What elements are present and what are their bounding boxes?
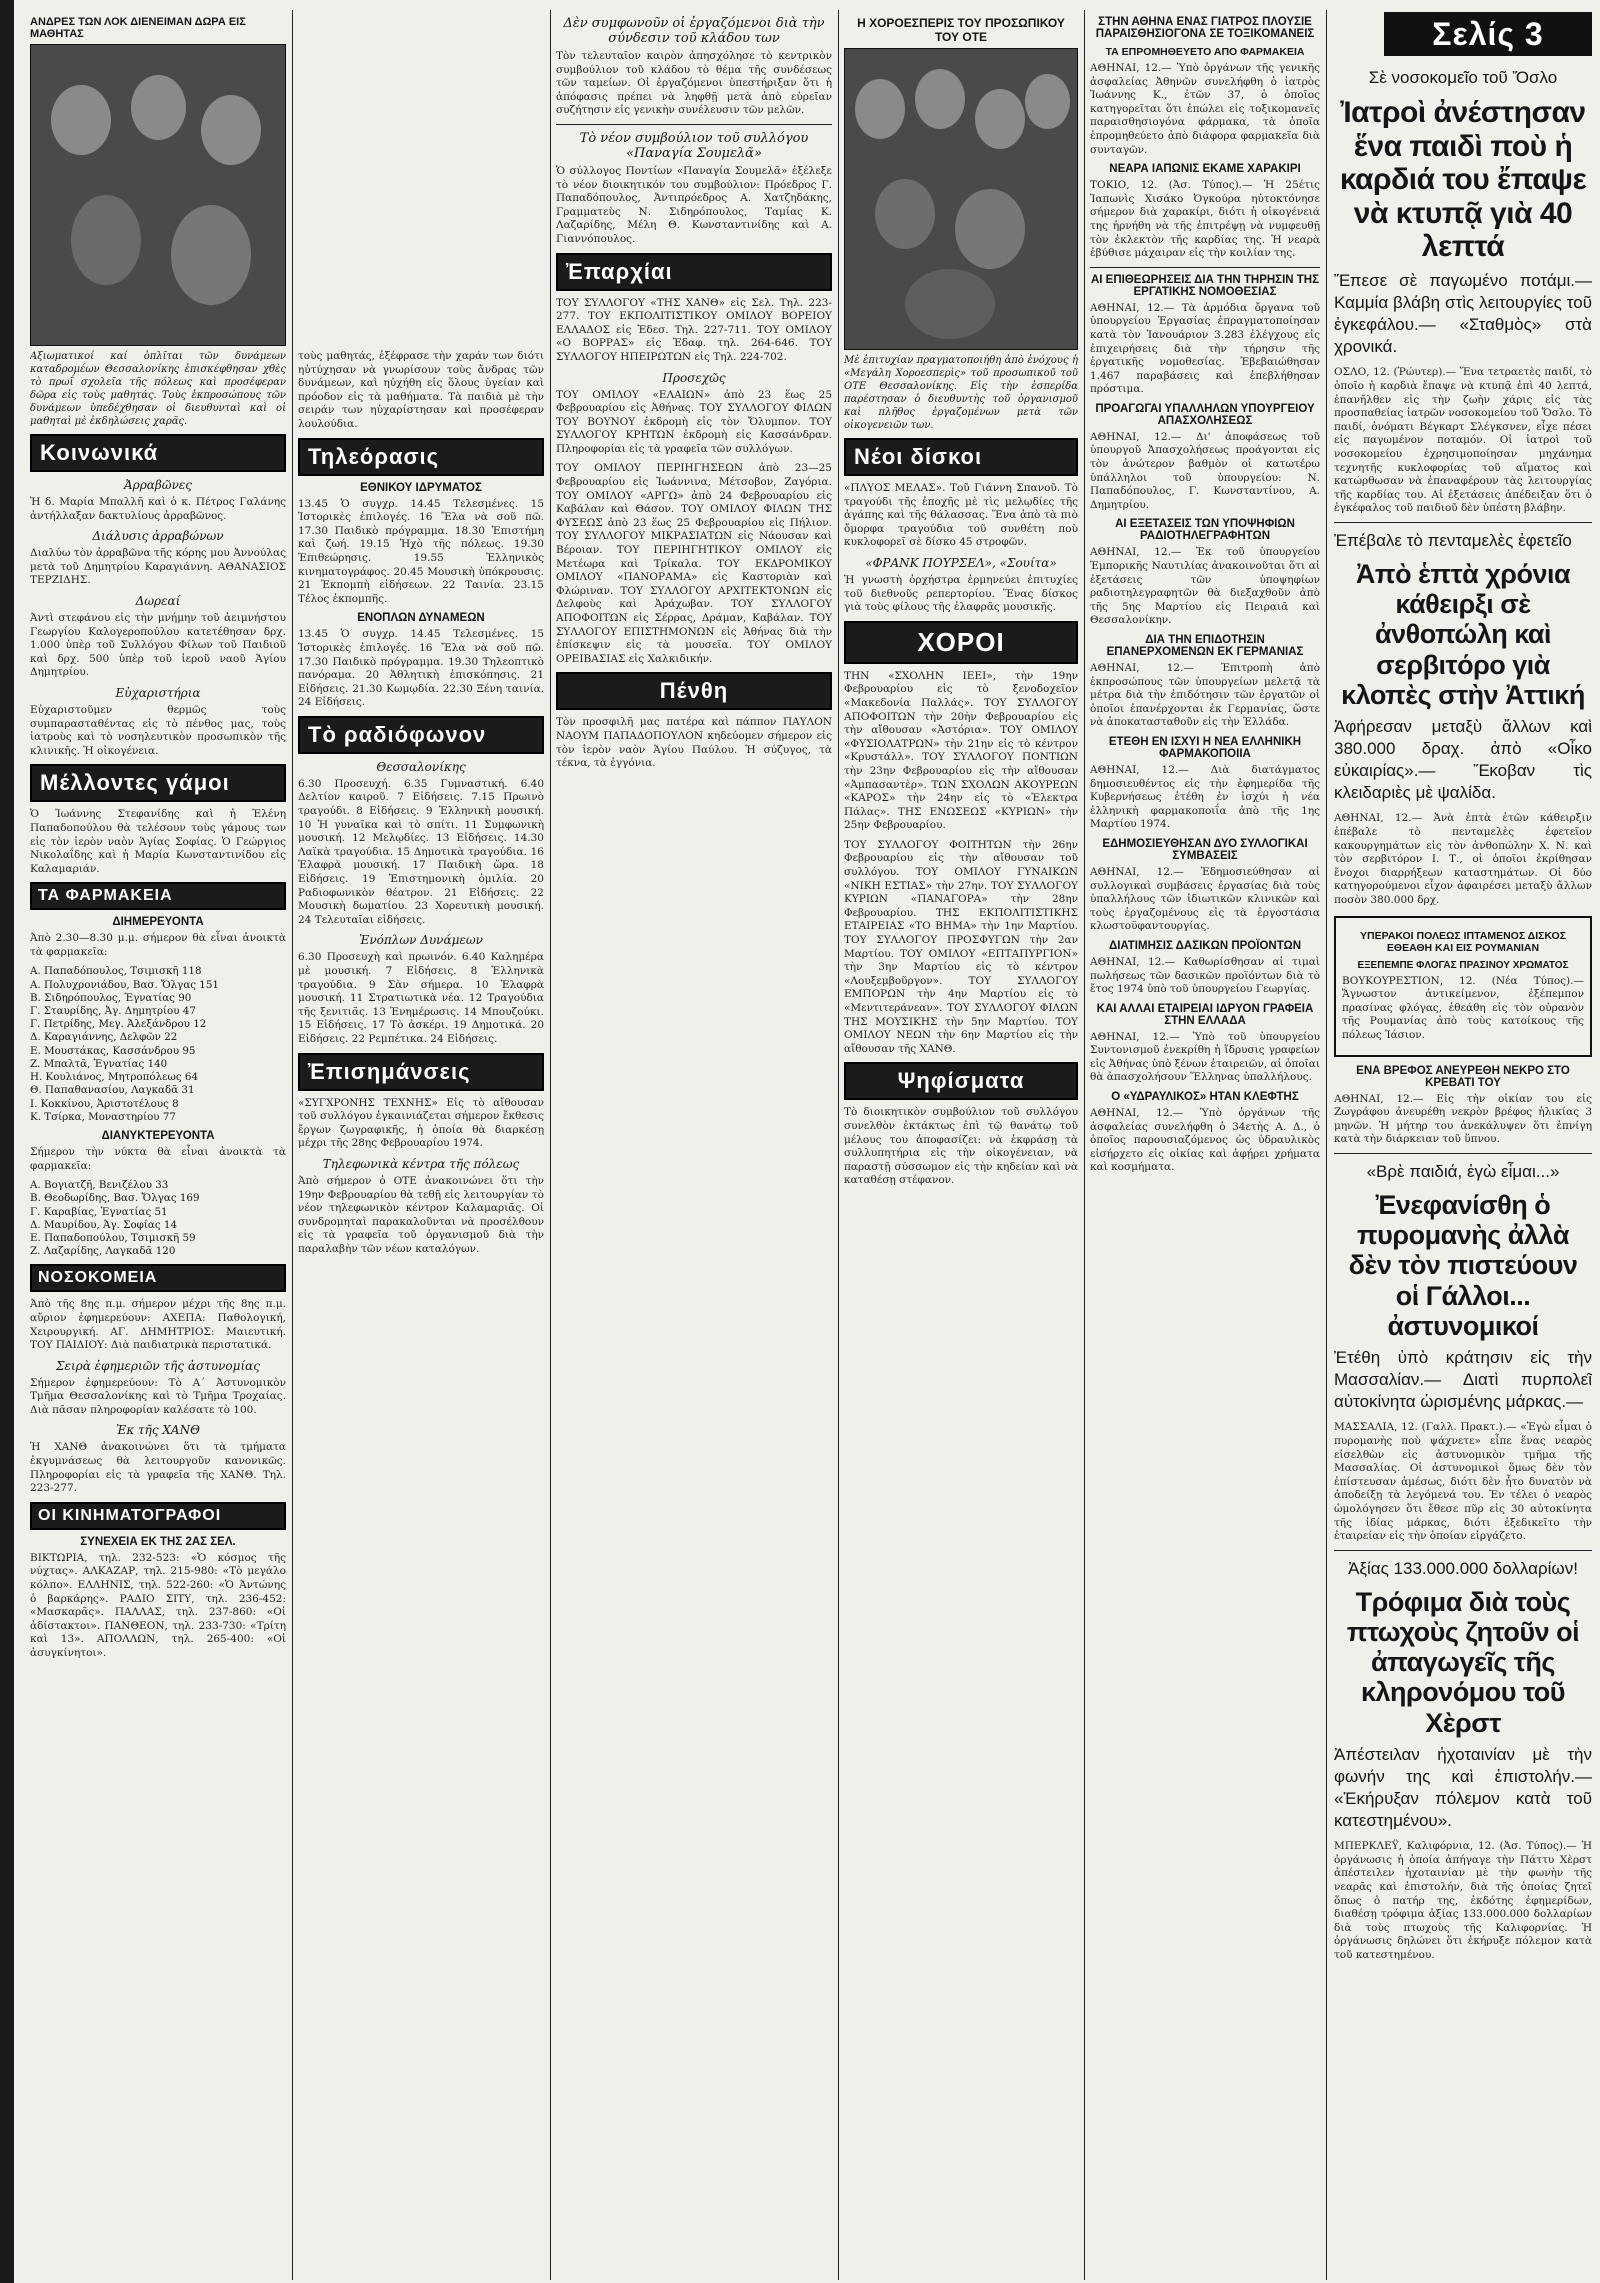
- col2-top-text: τοὺς μαθητάς, ἐξέφρασε τὴν χαράν των διότι ηὐτύχησαν νὰ γνωρίσουν τοὺς ἄνδρας τῶν δυνάμεων, καὶ ηὐχήθη εἰς ὅλους ὑγείαν καὶ πρόοδον εἰς τὰ μαθήματα. Τὰ παιδιὰ μὲ τὴν σειράν των ηὐχαρίστησαν καὶ προσέφεραν λουλούδια.: [298, 350, 544, 430]
- vrefos-text: ΑΘΗΝΑΙ, 12.— Εἰς τὴν οἰκίαν του εἰς Ζωγράφου ἀνευρέθη νεκρὸν βρέφος ἡλικίας 3 μηνῶν. Ἡ μήτηρ του ἀνεκάλυψεν ὅτι ἐπνίγη κατὰ τὴν διάρκειαν τοῦ ὕπνου.: [1334, 1092, 1592, 1146]
- pros-text: ΤΟΥ ΟΜΙΛΟΥ «ΕΛΑΙΩΝ» ἀπὸ 23 ἕως 25 Φεβρουαρίου εἰς Ἀθήνας. ΤΟΥ ΣΥΛΛΟΓΟΥ ΦΙΛΩΝ ΤΟΥ ΒΟΥΝΟΥ ἐκδρομὴ εἰς τὸν Ὄλυμπον. ΤΟΥ ΣΥΛΛΟΓΟΥ ΚΡΗΤΩΝ ἐκδρομὴ εἰς Κασσάνδραν. Πληροφορίαι εἰς τὰ γραφεῖα τῶν συλλόγων.: [556, 388, 832, 455]
- section-psifismata: Ψηφίσματα: [844, 1062, 1078, 1100]
- karakiri-text: ΤΟΚΙΟ, 12. (Ἀσ. Τύπος).— Ἡ 25έτις Ἰαπωνὶς Χισάκο Ὀγκούρα ηὐτοκτόνησε σήμερον διὰ χαρακίρι, διότι ἡ οἰκογένειά της ἠρνήθη νὰ τῆς ἐπιτρέψῃ νὰ νυμφευθῇ τὸν ἐκλεκτὸν τῆς καρδίας της. Ἡ νεαρὰ ἐβύθισε μάχαιραν εἰς τὴν κοιλίαν της.: [1090, 179, 1320, 260]
- kinima-text: ΒΙΚΤΩΡΙΑ, τηλ. 232-523: «Ὁ κόσμος τῆς νύχτας». ΑΛΚΑΖΑΡ, τηλ. 215-980: «Τὸ μεγάλο κόλπο». ΕΛΛΗΝΙΣ, τηλ. 522-260: «Ὁ Ἀντώνης ὁ βαρκάρης». ΡΑΔΙΟ ΣΙΤΥ, τηλ. 236-452: «Μασκαρᾶς». ΠΑΛΛΑΣ, τηλ. 237-860: «Οἱ ἀδίστακτοι». ΠΑΝΘΕΟΝ, τηλ. 233-730: «Τρίτη καὶ 13». ΑΠΟΛΛΩΝ, τηλ. 265-400: «Οἱ ἀσυγκίνητοι».: [30, 1551, 286, 1659]
- photo-title: ΑΝΔΡΕΣ ΤΩΝ ΛΟΚ ΔΙΕΝΕΙΜΑΝ ΔΩΡΑ ΕΙΣ ΜΑΘΗΤΑΣ: [30, 16, 246, 40]
- frank-title: «ΦΡΑΝΚ ΠΟΥΡΣΕΛ», «Σουίτα»: [865, 555, 1057, 570]
- oslo-kicker: Σὲ νοσοκομεῖο τοῦ Ὄσλο: [1368, 68, 1558, 87]
- section-mellontes-gamoi: Μέλλοντες γάμοι: [30, 764, 286, 802]
- pharmacy-entry: Ζ. Μπαλτᾶ, Ἐγνατίας 140: [30, 1057, 168, 1070]
- column-6: [1334, 60, 1592, 1969]
- efeteio-headline: Ἀπὸ ἑπτὰ χρόνια κάθειρξι σὲ ἀνθοπώλη καὶ σερβιτόρο γιὰ κλοπὲς στὴν Ἀττική: [1341, 558, 1585, 710]
- divider: [1334, 1153, 1592, 1154]
- pharmacy-entry: Δ. Καραγιάννης, Δελφῶν 22: [30, 1031, 178, 1044]
- radio-city: Θεσσαλονίκης: [376, 759, 466, 774]
- enoplon-radio-title: Ἐνόπλων Δυνάμεων: [359, 933, 483, 948]
- section-nosokomeia: ΝΟΣΟΚΟΜΕΙΑ: [30, 1264, 286, 1292]
- column-rule: [1084, 10, 1085, 2280]
- section-neoi-diskoi: Νέοι δίσκοι: [844, 438, 1078, 476]
- divider: [1334, 522, 1592, 523]
- symbaseis-title: ΕΔΗΜΟΣΙΕΥΘΗΣΑΝ ΔΥΟ ΣΥΛΛΟΓΙΚΑΙ ΣΥΜΒΑΣΕΙΣ: [1102, 837, 1308, 862]
- left-edge-binding: [0, 0, 14, 2283]
- radio-text: 6.30 Προσευχή. 6.35 Γυμναστική. 6.40 Δελτίον καιροῦ. 7 Εἰδήσεις. 7.15 Πρωινὸ τραγούδι. 8 Εἰδήσεις. 9 Ἑλληνικὴ μουσική. 10 Ἡ γυναῖκα καὶ τὸ σπίτι. 11 Συμφωνικὴ μουσική. 12 Μελῳδίες. 13 Εἰδήσεις. 14.30 Λαϊκὰ τραγούδια. 15 Δημοτικὰ τραγούδια. 16 Ἐλαφρὰ μουσική. 17 Παιδικὴ ὥρα. 18 Εἰδήσεις. 19 Ἐπιστημονικὴ ὁμιλία. 20 Ραδιοφωνικὸν θέατρον. 21 Εἰδήσεις. 22 Μουσικὴ δωματίου. 23 Χορευτικὴ μουσική. 24 Τελευταῖαι εἰδήσεις.: [298, 777, 544, 926]
- ufo-sub: ΕΞΕΠΕΜΠΕ ΦΛΟΓΑΣ ΠΡΑΣΙΝΟΥ ΧΡΩΜΑΤΟΣ: [1357, 959, 1569, 971]
- hearst-kicker: Ἀξίας 133.000.000 δολλαρίων!: [1348, 1558, 1578, 1578]
- pharmacy-entry: Γ. Καραβίας, Ἐγνατίας 51: [30, 1205, 168, 1218]
- epithewr-text: ΑΘΗΝΑΙ, 12.— Τὰ ἁρμόδια ὄργανα τοῦ ὑπουργείου Ἐργασίας ἐπραγματοποίησαν κατὰ τὸν Ἰανουάριον 3.283 ἐλέγχους εἰς ἐπιχειρήσεις διὰ τὴν τήρησιν τῆς ἐργατικῆς νομοθεσίας. Ἐβεβαιώθησαν 1.467 παραβάσεις καὶ ἐπεβλήθησαν πρόστιμα.: [1090, 301, 1320, 396]
- column-1: [30, 10, 286, 1667]
- frank-text: Ἡ γνωστὴ ὀρχήστρα ἐρμηνεύει ἐπιτυχίες τοῦ διεθνοῦς ρεπερτορίου. Ἕνας δίσκος γιὰ τοὺς φίλους τῆς ἐλαφρᾶς μουσικῆς.: [844, 573, 1078, 614]
- pharmacy-entry: Ε. Παπαδοπούλου, Τσιμισκῆ 59: [30, 1231, 196, 1244]
- pharmacy-entry: Κ. Τσίρκα, Μοναστηρίου 77: [30, 1110, 176, 1123]
- column-rule: [1326, 10, 1327, 2280]
- page-number-logo: Σελίς 3: [1384, 12, 1592, 56]
- pharmacy-entry: Ζ. Λαζαρίδης, Λαγκαδᾶ 120: [30, 1245, 176, 1258]
- pharmacy-entry: Α. Πολυχρονιάδου, Βασ. Ὄλγας 151: [30, 978, 219, 991]
- epis-text: «ΣΥΓΧΡΟΝΗΣ ΤΕΧΝΗΣ» Εἰς τὸ αἴθουσαν τοῦ συλλόγου ἐγκαινιάζεται σήμερον ἔκθεσις ἔργων ζωγραφικῆς, ἡ ὁποία θὰ διαρκέσῃ μέχρι τῆς 28ης Φεβρουαρίου 1974.: [298, 1096, 544, 1150]
- yenen-text: 13.45 Ὁ συγχρ. 14.45 Τελεσμένες. 15 Ἱστορικὲς ἐπιλογές. 16 Ἔλα νὰ σοῦ πῶ. 17.30 Παιδικὸ πρόγραμμα. 19.30 Τηλεοπτικὸ πανόραμα. 20 Ἀθλητικὴ ἐπισκόπησις. 21 Εἰδήσεις. 21.30 Κωμῳδία. 22.30 Ξένη ταινία. 24 Εἰδήσεις.: [298, 628, 544, 709]
- dorea-title: Δωρεαί: [135, 593, 181, 608]
- section-episimoseis: Ἐπισημάνσεις: [298, 1053, 544, 1091]
- efeteio-text: ΑΘΗΝΑΙ, 12.— Ἀνὰ ἑπτὰ ἐτῶν κάθειρξιν ἐπέβαλε τὸ πενταμελὲς ἐφετεῖον κακουργημάτων εἰς τὸν ἀνθοπώλην Χ. Ν. καὶ τὸν σερβιτόρον Ι. Τ., οἱ ὁποῖοι ἐκρίθησαν ἔνοχοι διαρρήξεων καταστημάτων. Οἱ δύο κατηγορούμενοι εἶχον ἀφαιρέσει μεταξὺ ἄλλων ποσὸν 380.000 δρχ.: [1334, 812, 1592, 906]
- eucharist-text: Εὐχαριστοῦμεν θερμῶς τοὺς συμπαρασταθέντας εἰς τὸ πένθος μας, τοὺς ἰατροὺς καὶ τὸ νοσηλευτικὸν προσωπικὸν τῆς κλινικῆς. Ἡ οἰκογένεια.: [30, 703, 286, 757]
- dorea-text: Ἀντὶ στεφάνου εἰς τὴν μνήμην τοῦ ἀειμνήστου Γεωργίου Καλογεροπούλου κατετέθησαν δρχ. 1.000 ὑπὲρ τοῦ Συλλόγου Φίλων τοῦ Παιδιοῦ καὶ δρχ. 500 ὑπὲρ τοῦ ἱεροῦ ναοῦ Ἁγίου Δημητρίου.: [30, 611, 286, 679]
- etaireiai-title: ΚΑΙ ΑΛΛΑΙ ΕΤΑΙΡΕΙΑΙ ΙΔΡΥΟΝ ΓΡΑΦΕΙΑ ΣΤΗΝ ΕΛΛΑΔΑ: [1096, 1002, 1314, 1027]
- yenen-title: ΕΝΟΠΛΩΝ ΔΥΝΑΜΕΩΝ: [357, 612, 485, 625]
- hearst-headline: Τρόφιμα διὰ τοὺς πτωχοὺς ζητοῦν οἱ ἀπαγωγεῖς τῆς κληρονόμου τοῦ Χὲρστ: [1346, 1586, 1580, 1738]
- pendhi-text: Τὸν προσφιλῆ μας πατέρα καὶ πάππον ΠΑΥΛΟΝ ΝΑΟΥΜ ΠΑΠΑΔΟΠΟΥΛΟΝ κηδεύομεν σήμερον εἰς τὸν ἱερὸν ναὸν Ἁγίου Παύλου. Ἡ σύζυγος, τὰ τέκνα, τὰ ἐγγόνια.: [556, 716, 832, 770]
- top-text: ΑΘΗΝΑΙ, 12.— Ὑπὸ ὀργάνων τῆς γενικῆς ἀσφαλείας Ἀθηνῶν συνελήφθη ὁ ἰατρὸς Ἰωάννης Κ., ἐτῶν 37, ὁ ὁποῖος κατηγορεῖται ὅτι ἐπώλει εἰς τοξικομανεῖς παραισθησιογόνα φάρμακα, τὰ ὁποῖα ἐπρομηθεύετο ἀπὸ διάφορα φαρμακεῖα διὰ συνταγῶν.: [1090, 62, 1320, 156]
- mellontes-text: Ὁ Ἰωάννης Στεφανίδης καὶ ἡ Ἐλένη Παπαδοπούλου θὰ τελέσουν τοὺς γάμους των εἰς τὸν ἱερὸν ναὸν Ἁγίας Σοφίας. Ὁ Γεώργιος Νικολαΐδης καὶ ἡ Μαρία Κωνσταντινίδου εἰς Καλαμαριάν.: [30, 808, 286, 875]
- pharmacy-entry: Θ. Παπαθανασίου, Λαγκαδᾶ 31: [30, 1084, 195, 1097]
- divider: [1334, 1550, 1592, 1551]
- enoplon-radio-text: 6.30 Προσευχὴ καὶ πρωινόν. 6.40 Καλημέρα μὲ μουσική. 7 Εἰδήσεις. 8 Ἑλληνικὰ τραγούδια. 9 Σὰν σήμερα. 10 Ἐλαφρὰ μουσική. 11 Στρατιωτικὰ νέα. 12 Τραγούδια τῆς ξενιτιᾶς. 13 Ἐνημέρωσις. 14 Μπουζούκι. 15 Εἰδήσεις. 17 Τὸ ἀσκέρι. 19 Δημοτικά. 20 Εἰδήσεις. 22 Ρεμπέτικα. 24 Εἰδήσεις.: [298, 951, 544, 1045]
- etaireiai-text: ΑΘΗΝΑΙ, 12.— Ὑπὸ τοῦ ὑπουργείου Συντονισμοῦ ἐνεκρίθη ἡ ἵδρυσις γραφείων εἰς Ἀθήνας ὑπὸ ξένων ἐταιρειῶν, αἱ ὁποῖαι θὰ ἀπασχολήσουν Ἕλληνας ὑπαλλήλους.: [1090, 1030, 1320, 1084]
- top-sub: ΤΑ ΕΠΡΟΜΗΘΕΥΕΤΟ ΑΠΟ ΦΑΡΜΑΚΕΙΑ: [1105, 46, 1305, 58]
- night-title: ΔΙΑΝΥΚΤΕΡΕΥΟΝΤΑ: [101, 1129, 215, 1142]
- farm-intro: ΔΙΗΜΕΡΕΥΟΝΤΑ: [112, 916, 204, 929]
- proagogai-title: ΠΡΟΑΓΩΓΑΙ ΥΠΑΛΛΗΛΩΝ ΥΠΟΥΡΓΕΙΟΥ ΑΠΑΣΧΟΛΗΣΕΩΣ: [1095, 402, 1315, 427]
- column-2: [298, 350, 544, 1263]
- ydravlikos-text: ΑΘΗΝΑΙ, 12.— Ὑπὸ ὀργάνων τῆς ἀσφαλείας συνελήφθη ὁ 34ετὴς Α. Δ., ὁ ὁποῖος παρουσιαζόμενος ὡς ὑδραυλικὸς εἰσήρχετο εἰς οἰκίας καὶ ἀφῄρει χρήματα καὶ κοσμήματα.: [1090, 1107, 1320, 1174]
- proagogai-text: ΑΘΗΝΑΙ, 12.— Δι' ἀποφάσεως τοῦ ὑπουργοῦ Ἀπασχολήσεως προάγονται εἰς τὸν ἀνώτερον βαθμὸν οἱ κατωτέρω ὑπάλληλοι τοῦ ὑπουργείου: Ν. Παπαδόπουλος, Γ. Κωνσταντίνου, Α. Δημητρίου.: [1090, 430, 1320, 511]
- pharmacy-entry: Δ. Μαυρίδου, Ἀγ. Σοφίας 14: [30, 1218, 177, 1231]
- long-text: ΤΟΥ ΟΜΙΛΟΥ ΠΕΡΙΗΓΗΣΕΩΝ ἀπὸ 23—25 Φεβρουαρίου εἰς Ἰωάννινα, Μέτσοβον, Ζαγόρια. ΤΟΥ ΟΜΙΛΟΥ «ΑΡΓΩ» ἀπὸ 24 Φεβρουαρίου εἰς Καβάλαν καὶ Θάσον. ΤΟΥ ΟΜΙΛΟΥ ΦΙΛΩΝ ΤΗΣ ΦΥΣΕΩΣ ἀπὸ 23 ἕως 25 Φεβρουαρίου εἰς Πήλιον. ΤΟΥ ΣΥΛΛΟΓΟΥ ΜΙΚΡΑΣΙΑΤΩΝ εἰς Νάουσαν καὶ Βέροιαν. ΤΟΥ ΠΕΡΙΗΓΗΤΙΚΟΥ ΟΜΙΛΟΥ εἰς Μετέωρα καὶ Τρίκαλα. ΤΟΥ ΕΚΔΡΟΜΙΚΟΥ ΟΜΙΛΟΥ «ΠΑΝΟΡΑΜΑ» εἰς Καστοριὰν καὶ Φλώριναν. ΤΟΥ ΣΥΛΛΟΓΟΥ ΑΡΧΙΤΕΚΤΟΝΩΝ εἰς Δελφοὺς καὶ Ἀράχωβαν. ΤΟΥ ΣΥΛΛΟΓΟΥ ΑΠΟΦΟΙΤΩΝ εἰς Σέρρας, Δράμαν, Καβάλαν. ΤΟΥ ΣΥΛΛΟΓΟΥ ΕΠΙΣΤΗΜΟΝΩΝ εἰς Ἀθήνας διὰ τὴν ἐπίσκεψιν εἰς τὰ μουσεῖα. ΤΟΥ ΟΜΙΛΟΥ ΟΡΕΙΒΑΣΙΑΣ εἰς Χαλκιδικήν.: [556, 462, 832, 665]
- seira-text: Σήμερον ἐφημερεύουν: Τὸ Α΄ Ἀστυνομικὸν Τμῆμα Θεσσαλονίκης καὶ τὸ Τμῆμα Τροχαίας. Διὰ πᾶσαν πληροφορίαν καλέσατε τὸ 100.: [30, 1376, 286, 1416]
- epithewr-title: ΑΙ ΕΠΙΘΕΩΡΗΣΕΙΣ ΔΙΑ ΤΗΝ ΤΗΡΗΣΙΝ ΤΗΣ ΕΡΓΑΤΙΚΗΣ ΝΟΜΟΘΕΣΙΑΣ: [1090, 273, 1320, 298]
- top-text: Τὸν τελευταῖον καιρὸν ἀπησχόλησε τὸ κεντρικὸν συμβούλιον τοῦ κλάδου τὸ θέμα τῆς συνδέσεως τῶν ταμείων. Οἱ ἐργαζόμενοι ὑπεστήριξαν ὅτι ἡ ἀπόφασις πρέπει νὰ ληφθῇ μετὰ ἀπὸ εὐρεῖαν συζήτησιν εἰς γενικὴν συνέλευσιν τῶν μελῶν.: [556, 50, 832, 117]
- column-3: [556, 10, 832, 777]
- dialysis-title: Διάλυσις ἀρραβώνων: [92, 529, 224, 544]
- section-syndromai: Ἐπαρχίαι: [556, 253, 832, 291]
- epidotisi-text: ΑΘΗΝΑΙ, 12.— Ἐπιτροπὴ ἀπὸ ἐκπροσώπους τῶν ὑπουργείων μελετᾷ τὰ μέτρα διὰ τὴν ἐπιδότησιν τῶν ἐργατῶν οἱ ὁποῖοι ἐπανέρχονται ἐκ Γερμανίας, ὥστε νὰ ἀποκατασταθοῦν εἰς τὴν Ἑλλάδα.: [1090, 662, 1320, 729]
- column-5: [1090, 10, 1320, 1181]
- hearst-subhead: Ἀπέστειλαν ἠχοταινίαν μὲ τὴν φωνήν της καὶ ἐπιστολήν.— «Ἐκήρυξαν πόλεμον κατὰ τοῦ κατεστημένου».: [1334, 1744, 1592, 1831]
- pharmacy-entry: Ε. Μουστάκας, Κασσάνδρου 95: [30, 1044, 196, 1057]
- eird-text: 13.45 Ὁ συγχρ. 14.45 Τελεσμένες. 15 Ἱστορικὲς ἐπιλογές. 16 Ἔλα νὰ σοῦ πῶ. 17.30 Παιδικὸ πρόγραμμα. 18.30 Ἐπιστήμη καὶ ζωή. 19.15 Ἠχὸ τῆς πόλεως. 19.30 Ἐπιθεώρησις. 19.55 Ἑλληνικὸς κινηματογράφος. 20.45 Μουσικὴ ὑπόκρουσις. 21 Ἐκπομπὴ εἰδήσεων. 22 Ταινία. 23.15 Τέλος ἐκπομπῆς.: [298, 497, 544, 605]
- eucharist-title: Εὐχαριστήρια: [115, 685, 201, 700]
- farm-hours: Ἀπὸ 2.30—8.30 μ.μ. σήμερον θὰ εἶναι ἀνοικτὰ τὰ φαρμακεῖα:: [30, 932, 286, 958]
- tel-title: Τηλεφωνικὰ κέντρα τῆς πόλεως: [322, 1156, 520, 1171]
- ydravlikos-title: Ο «ΥΔΡΑΥΛΙΚΟΣ» ΗΤΑΝ ΚΛΕΦΤΗΣ: [1111, 1091, 1299, 1104]
- column-rule: [838, 10, 839, 2280]
- pyromanis-subhead: Ἐτέθη ὑπὸ κράτησιν εἰς τὴν Μασσαλίαν.— Διατὶ πυρπολεῖ αὐτοκίνητα ὡρισμένης μάρκας.—: [1334, 1348, 1592, 1412]
- night-hours: Σήμερον τὴν νύκτα θὰ εἶναι ἀνοικτὰ τὰ φαρμακεῖα:: [30, 1145, 286, 1172]
- divider: [556, 124, 832, 125]
- xanth-title: Ἐκ τῆς ΧΑΝΘ: [116, 1423, 200, 1438]
- hearst-text: ΜΠΕΡΚΛΕΫ, Καλιφόρνια, 12. (Ἀσ. Τύπος).— Ἡ ὀργάνωσις ἡ ὁποία ἀπήγαγε τὴν Πάττυ Χὲρστ ἀπέστειλεν ἠχοταινίαν μὲ τὴν φωνὴν τῆς νεαρᾶς καὶ ἐπιστολήν, διὰ τῆς ὁποίας ζητεῖ ὅπως ὁ πατήρ της, ἐκδότης ἐφημερίδων, διαθέσῃ τρόφιμα ἀξίας 133.000.000 δολλαρίων διὰ τοὺς πτωχοὺς τῆς Καλιφορνίας. Ἡ ὀργάνωσις δηλώνει ὅτι ἐκήρυξε πόλεμον κατὰ τοῦ κατεστημένου.: [1334, 1840, 1592, 1962]
- night-pharmacy-list: [30, 1179, 286, 1258]
- oslo-headline: Ἰατροὶ ἀνέστησαν ἕνα παιδὶ ποὺ ἡ καρδιά του ἔπαψε νὰ κτυπᾷ γιὰ 40 λεπτά: [1339, 96, 1587, 264]
- farmakopoiia-text: ΑΘΗΝΑΙ, 12.— Διὰ διατάγματος δημοσιευθέντος εἰς τὴν ἐφημερίδα τῆς Κυβερνήσεως ἐτέθη ἐν ἰσχύι ἡ νέα ἑλληνικὴ φαρμακοποιΐα ἀπὸ τῆς 1ης Μαρτίου 1974.: [1090, 763, 1320, 831]
- exetaseis-text: ΑΘΗΝΑΙ, 12.— Ἐκ τοῦ ὑπουργείου Ἐμπορικῆς Ναυτιλίας ἀνακοινοῦται ὅτι αἱ ἐξετάσεις τῶν ὑποψηφίων ραδιοτηλεγραφητῶν θὰ διεξαχθοῦν ἀπὸ τῆς 5ης Μαρτίου εἰς Πειραιᾶ καὶ Θεσσαλονίκην.: [1090, 546, 1320, 627]
- section-koinonika: Κοινωνικά: [30, 434, 286, 472]
- column-4: [844, 10, 1078, 1194]
- exetaseis-title: ΑΙ ΕΞΕΤΑΣΕΙΣ ΤΩΝ ΥΠΟΨΗΦΙΩΝ ΡΑΔΙΟΤΗΛΕΓΡΑΦΗΤΩΝ: [1115, 518, 1295, 543]
- pharmacy-entry: Α. Παπαδόπουλος, Τσιμισκῆ 118: [30, 965, 202, 978]
- pharmacy-entry: Ι. Κοκκίνου, Ἀριστοτέλους 8: [30, 1097, 179, 1110]
- ufo-text: ΒΟΥΚΟΥΡΕΣΤΙΟΝ, 12. (Νέα Τύπος).— Ἄγνωστον ἀντικείμενον, ἐξέπεμπον πρασίνας φλόγας, ἐθεάθη εἰς τὸν οὐρανὸν τῆς Ρουμανίας ἀπὸ τοὺς κατοίκους τῆς πόλεως Ἰάσιον.: [1342, 974, 1584, 1041]
- ote-photo-title: Η ΧΟΡΟΕΣΠΕΡΙΣ ΤΟΥ ΠΡΟΣΩΠΙΚΟΥ ΤΟΥ ΟΤΕ: [857, 16, 1065, 44]
- neoi-text: «ΠΛΥΟΣ ΜΕΛΑΣ». Τοῦ Γιάννη Σπανοῦ. Τὸ τραγούδι τῆς ἐποχῆς μὲ τὶς μελῳδίες τῆς ἀγάπης καὶ τῆς θάλασσας. Ἕνα ἀπὸ τὰ πιὸ ὄμορφα τραγούδια τοῦ συνθέτη ποὺ κυκλοφορεῖ σὲ δίσκο 45 στροφῶν.: [844, 482, 1078, 549]
- symbaseis-text: ΑΘΗΝΑΙ, 12.— Ἐδημοσιεύθησαν αἱ συλλογικαὶ συμβάσεις ἐργασίας διὰ τοὺς ὑπαλλήλους τῶν ἰδιωτικῶν κλινικῶν καὶ τοὺς ἐργαζομένους εἰς τὰ ἐργοστάσια κλωστοϋφαντουργίας.: [1090, 865, 1320, 933]
- pyromanis-text: ΜΑΣΣΑΛΙΑ, 12. (Γαλλ. Πρακτ.).— «Ἐγὼ εἶμαι ὁ πυρομανὴς ποὺ ψάχνετε» εἶπε ἕνας νεαρὸς εἰσελθὼν εἰς ἀστυνομικὸν τμῆμα τῆς Μασσαλίας. Οἱ ἀστυνομικοὶ ὅμως δὲν τὸν ἐπίστευσαν ἀμέσως, διότι δὲν ἦτο δυνατὸν νὰ ἀποδείξῃ τὰ λεγόμενά του. Ἐν τέλει ὁ νεαρὸς ὡμολόγησεν ὅτι ἔθεσε πῦρ εἰς 30 αὐτοκίνητα τῆς ἰδίας μάρκας, διότι ἐξεδικεῖτο τὴν ἐταιρείαν εἰς τὴν ὁποίαν εἰργάζετο.: [1334, 1421, 1592, 1543]
- arravones-title: Ἀρραβῶνες: [123, 478, 193, 492]
- top-kicker: ΣΤΗΝ ΑΘΗΝΑ ΕΝΑΣ ΓΙΑΤΡΟΣ ΠΛΟΥΣΙΕ ΠΑΡΑΙΣΘΗΣΙΟΓΟΝΑ ΣΕ ΤΟΞΙΚΟΜΑΝΕΙΣ: [1095, 16, 1315, 40]
- xoroi-text: ΤΗΝ «ΣΧΟΛΗΝ ΙΕΕΙ», τὴν 19ην Φεβρουαρίου εἰς τὸ ξενοδοχεῖον «Μακεδονία Παλλάς». ΤΟΥ ΣΥΛΛΟΓΟΥ ΑΠΟΦΟΙΤΩΝ τὴν 20ὴν Φεβρουαρίου εἰς τὴν αἴθουσαν «Ἀστόρια». ΤΟΥ ΟΜΙΛΟΥ «ΦΥΣΙΟΛΑΤΡΩΝ» τὴν 21ην εἰς τὸ κέντρον «Κρυστάλλ». ΤΟΥ ΣΥΛΛΟΓΟΥ ΠΟΝΤΙΩΝ τὴν 23ην Φεβρουαρίου εἰς τὴν αἴθουσαν «Ἀμπασαντὲρ». ΤΩΝ ΣΧΟΛΩΝ ΑΚΟΥΡΕΩΝ «ΚΑΡΟΣ» τὴν 24ην εἰς τὸ «Ἐλεκτρα Πάλας». ΤΗΣ ΕΝΩΣΕΩΣ «ΚΥΡΙΩΝ» τὴν 25ην Φεβρουαρίου.: [844, 669, 1078, 832]
- pyromanis-kicker: «Βρὲ παιδιά, ἐγὼ εἶμαι...»: [1366, 1161, 1560, 1181]
- mid-text: Ὁ σύλλογος Ποντίων «Παναγία Σουμελᾶ» ἐξέλεξε τὸ νέον διοικητικόν του συμβούλιον: Πρόεδρος Γ. Παπαδόπουλος, Ἀντιπρόεδρος Α. Χατζηδάκης, Γραμματεὺς Ν. Σιδηρόπουλος, Ταμίας Κ. Λαζαρίδης, Μέλη Θ. Κωνσταντινίδης καὶ Α. Γιαννόπουλος.: [556, 164, 832, 245]
- nosok-text: Ἀπὸ τῆς 8ης π.μ. σήμερον μέχρι τῆς 8ης π.μ. αὔριον ἐφημερεύουν: ΑΧΕΠΑ: Παθολογική, Χειρουργική. ΑΓ. ΔΗΜΗΤΡΙΟΣ: Μαιευτική. ΤΟΥ ΠΑΙΔΙΟΥ: Διὰ παιδιατρικὰ περιστατικά.: [30, 1298, 286, 1352]
- kinima-cont: ΣΥΝΕΧΕΙΑ ΕΚ ΤΗΣ 2ΑΣ ΣΕΛ.: [80, 1535, 236, 1548]
- arravones-text: Ἡ δ. Μαρία Μπαλλῆ καὶ ὁ κ. Πέτρος Γαλάνης ἀντήλλαξαν δακτυλίους ἀρραβῶνος.: [30, 496, 286, 522]
- efeteio-kicker: Ἐπέβαλε τὸ πενταμελὲς ἐφετεῖο: [1334, 530, 1572, 550]
- column-rule: [550, 10, 551, 2280]
- column-rule: [292, 10, 293, 2280]
- section-tileorasis: Τηλεόρασις: [298, 438, 544, 476]
- section-xoroi: ΧΟΡΟΙ: [844, 621, 1078, 664]
- ufo-title: ΥΠΕΡΑΚΟΙ ΠΟΛΕΩΣ ΙΠΤΑΜΕΝΟΣ ΔΙΣΚΟΣ ΕΘΕΑΘΗ ΚΑΙ ΕΙΣ ΡΟΥΜΑΝΙΑΝ: [1360, 929, 1566, 954]
- efeteio-subhead: Ἀφήρεσαν μεταξὺ ἄλλων καὶ 380.000 δραχ. ἀπὸ «Οἶκο εὐκαιρίας».— Ἔκοβαν τὶς κλειδαριὲς μὲ ψαλίδα.: [1334, 717, 1592, 803]
- pharmacy-entry: Η. Κουλιάνος, Μητροπόλεως 64: [30, 1071, 198, 1084]
- mid-title: Τὸ νέον συμβούλιον τοῦ συλλόγου «Παναγία Σουμελᾶ»: [579, 130, 809, 161]
- eird-title: ΕΘΝΙΚΟΥ ΙΔΡΥΜΑΤΟΣ: [360, 481, 482, 494]
- xanth-text: Ἡ ΧΑΝΘ ἀνακοινώνει ὅτι τὰ τμήματα ἐκγυμνάσεως θὰ λειτουργοῦν κανονικῶς. Πληροφορίαι εἰς τὰ γραφεῖα τῆς ΧΑΝΘ. Τηλ. 223-277.: [30, 1441, 286, 1495]
- photo-students-gifts: [30, 44, 286, 346]
- pyromanis-headline: Ἐνεφανίσθη ὁ πυρομανὴς ἀλλὰ δὲν τὸν πιστεύουν οἱ Γάλλοι... ἀστυνομικοί: [1348, 1189, 1578, 1341]
- section-pendhi: Πένθη: [556, 672, 832, 710]
- pharmacy-entry: Γ. Πετρίδης, Μεγ. Ἀλεξάνδρου 12: [30, 1018, 207, 1031]
- ufo-box: [1334, 916, 1592, 1057]
- dasikon-text: ΑΘΗΝΑΙ, 12.— Καθωρίσθησαν αἱ τιμαὶ πωλήσεως τῶν δασικῶν προϊόντων διὰ τὸ ἔτος 1974 ὑπὸ τοῦ ὑπουργείου Γεωργίας.: [1090, 955, 1320, 996]
- tel-text: Ἀπὸ σήμερον ὁ ΟΤΕ ἀνακοινώνει ὅτι τὴν 19ην Φεβρουαρίου θὰ τεθῇ εἰς λειτουργίαν τὸ νέον τηλεφωνικὸν κέντρον Καλαμαριᾶς. Οἱ συνδρομηταὶ παρακαλοῦνται νὰ προσέλθουν εἰς τὰ γραφεῖα τοῦ ὀργανισμοῦ διὰ τὴν παραλαβὴν τῶν νέων καταλόγων.: [298, 1174, 544, 1255]
- psif-text: Τὸ διοικητικὸν συμβούλιον τοῦ συλλόγου συνελθὸν ἐκτάκτως ἐπὶ τῷ θανάτῳ τοῦ μέλους του ἀποφασίζει: νὰ ἐκφράσῃ τὰ συλλυπητήρια εἰς τὴν οἰκογένειαν, νὰ παραστῇ σύσσωμον εἰς τὴν κηδείαν καὶ νὰ καταθέσῃ στέφανον.: [844, 1106, 1078, 1187]
- karakiri-title: ΝΕΑΡΑ ΙΑΠΩΝΙΣ ΕΚΑΜΕ ΧΑΡΑΚΙΡΙ: [1109, 163, 1301, 176]
- oslo-subhead: Ἔπεσε σὲ παγωμένο ποτάμι.— Καμμία βλάβη στὶς λειτουργίες τοῦ ἐγκεφάλου.— «Σταθμὸς» στὰ χρονικά.: [1334, 270, 1592, 357]
- pharmacy-entry: Β. Θεοδωρίδης, Βασ. Ὄλγας 169: [30, 1192, 200, 1205]
- section-kinimatografoi: ΟΙ ΚΙΝΗΜΑΤΟΓΡΑΦΟΙ: [30, 1502, 286, 1530]
- section-farmakeia: ΤΑ ΦΑΡΜΑΚΕΙΑ: [30, 882, 286, 910]
- pharmacy-entry: Γ. Σταυρίδης, Ἀγ. Δημητρίου 47: [30, 1005, 196, 1018]
- section-radiofonou: Τὸ ραδιόφωνον: [298, 716, 544, 754]
- synd-text: ΤΟΥ ΣΥΛΛΟΓΟΥ «ΤΗΣ ΧΑΝΘ» εἰς Σελ. Τηλ. 223-277. ΤΟΥ ΕΚΠΟΛΙΤΙΣΤΙΚΟΥ ΟΜΙΛΟΥ ΒΟΡΕΙΟΥ ΕΛΛΑΔΟΣ εἰς Ἐδεσ. Τηλ. 227-711. ΤΟΥ ΟΜΙΛΟΥ «Ο ΒΟΡΡΑΣ» εἰς Ἐδαφ. τηλ. 264-646. ΤΟΥ ΣΥΛΛΟΓΟΥ ΗΠΕΙΡΩΤΩΝ εἰς Τηλ. 224-702.: [556, 296, 832, 363]
- farmakopoiia-title: ΕΤΕΘΗ ΕΝ ΙΣΧΥΙ Η ΝΕΑ ΕΛΛΗΝΙΚΗ ΦΑΡΜΑΚΟΠΟΙΙΑ: [1108, 735, 1302, 760]
- ote-photo-caption: Μὲ ἐπιτυχίαν πραγματοποιήθη ἀπὸ ἐνόχους ἡ «Μεγάλη Χοροεσπερὶς» τοῦ προσωπικοῦ τοῦ ΟΤΕ Θεσσαλονίκης. Εἰς τὴν ἑσπερίδα παρέστησαν ὁ διευθυντὴς τοῦ ὀργανισμοῦ καὶ πλῆθος ἐργαζομένων μετὰ τῶν οἰκογενειῶν των.: [844, 355, 1078, 431]
- dasikon-title: ΔΙΑΤΙΜΗΣΙΣ ΔΑΣΙΚΩΝ ΠΡΟΪΟΝΤΩΝ: [1108, 939, 1302, 952]
- oslo-text: ΟΣΛΟ, 12. (Ῥώυτερ).— Ἕνα τετραετὲς παιδί, τὸ ὁποῖο ἡ καρδιὰ ἔπαψε νὰ κτυπᾷ ἐπὶ 40 λεπτά, ἐπανῆλθεν εἰς τὴν ζωὴν χάρις εἰς τὰς προσπαθείας ἰατρῶν νοσοκομείου τοῦ Ὄσλο. Τὸ παιδί, ὀνόματι Βέγκαρτ Σλέγκσνεν, εἶχε πέσει εἰς παγωμένον ποταμόν. Οἱ ἰατροὶ τοῦ νοσοκομείου ἐχρησιμοποίησαν μηχάνημα τεχνητῆς κυκλοφορίας τοῦ αἵματος καὶ κατώρθωσαν νὰ ἐπαναφέρουν τὰς λειτουργίας τῆς καρδίας του. Αἱ ἐξετάσεις ἀπέδειξαν ὅτι ὁ ἐγκέφαλος τοῦ παιδιοῦ δὲν ὑπέστη βλάβην.: [1334, 366, 1592, 515]
- dialysis-text: Διαλύω τὸν ἀρραβῶνα τῆς κόρης μου Ἀννούλας μετὰ τοῦ Δημητρίου Καραγιάννη. ΑΘΑΝΑΣΙΟΣ ΤΕΡΖΙΔΗΣ.: [30, 547, 286, 587]
- top-title: Δὲν συμφωνοῦν οἱ ἐργαζόμενοι διὰ τὴν σύνδεσιν τοῦ κλάδου των: [563, 16, 825, 46]
- photo-caption: Αξιωματικοί καί ὁπλῖται τῶν δυνάμεων καταδρομέων Θεσσαλονίκης ἐπισκέφθησαν χθὲς τὸ πρωΐ σχολεῖα τῆς πόλεως καὶ προσέφεραν δῶρα εἰς τοὺς μαθητάς. Τοὺς ἐκπροσώπους τῶν δυνάμεων ὑπεδέχθησαν οἱ διευθυνταὶ καὶ οἱ μαθηταὶ μὲ ἐκδηλώσεις χαρᾶς.: [30, 351, 286, 427]
- pros-title: Προσεχῶς: [662, 370, 726, 385]
- photo-ote-ball: [844, 48, 1078, 350]
- vrefos-title: ΕΝΑ ΒΡΕΦΟΣ ΑΝΕΥΡΕΘΗ ΝΕΚΡΟ ΣΤΟ ΚΡΕΒΑΤΙ ΤΟΥ: [1356, 1064, 1570, 1089]
- seira-title: Σειρὰ ἐφημεριῶν τῆς ἀστυνομίας: [56, 1358, 260, 1373]
- divider: [1090, 267, 1320, 268]
- xoroi-long-text: ΤΟΥ ΣΥΛΛΟΓΟΥ ΦΟΙΤΗΤΩΝ τὴν 26ην Φεβρουαρίου εἰς τὴν αἴθουσαν τοῦ συλλόγου. ΤΟΥ ΟΜΙΛΟΥ ΓΥΝΑΙΚΩΝ «ΝΙΚΗ ΕΣΤΙΑΣ» τὴν 27ην. ΤΟΥ ΣΥΛΛΟΓΟΥ ΚΥΡΙΩΝ «ΠΑΝΑΓΟΡΑ» τὴν 28ην Φεβρουαρίου. ΤΗΣ ΕΚΠΟΛΙΤΙΣΤΙΚΗΣ ΕΤΑΙΡΕΙΑΣ «ΤΟ ΒΗΜΑ» τὴν 1ην Μαρτίου. ΤΟΥ ΣΥΛΛΟΓΟΥ ΠΡΟΣΦΥΓΩΝ τὴν 2αν Μαρτίου. ΤΟΥ ΟΜΙΛΟΥ «ΕΠΤΑΠΥΡΓΙΟΝ» τὴν 3ην Μαρτίου εἰς τὸ κέντρον «Λουξεμβοῦργον». ΤΟΥ ΣΥΛΛΟΓΟΥ ΕΜΠΟΡΩΝ τὴν 4ην Μαρτίου εἰς τὸ «Μεντιτεράνεαν». ΤΟΥ ΣΥΛΛΟΓΟΥ ΦΙΛΩΝ ΤΗΣ ΜΟΥΣΙΚΗΣ τὴν 5ην Μαρτίου. ΤΟΥ ΟΜΙΛΟΥ ΝΕΩΝ τὴν 6ην Μαρτίου εἰς τὴν αἴθουσαν τῆς ΧΑΝΘ.: [844, 838, 1078, 1055]
- pharmacy-entry: Β. Σιδηρόπουλος, Ἐγνατίας 90: [30, 991, 192, 1004]
- pharmacy-entry: Α. Βογιατζῆ, Βενιζέλου 33: [30, 1179, 169, 1192]
- pharmacy-list: [30, 965, 286, 1123]
- epidotisi-title: ΔΙΑ ΤΗΝ ΕΠΙΔΟΤΗΣΙΝ ΕΠΑΝΕΡΧΟΜΕΝΩΝ ΕΚ ΓΕΡΜΑΝΙΑΣ: [1106, 634, 1304, 658]
